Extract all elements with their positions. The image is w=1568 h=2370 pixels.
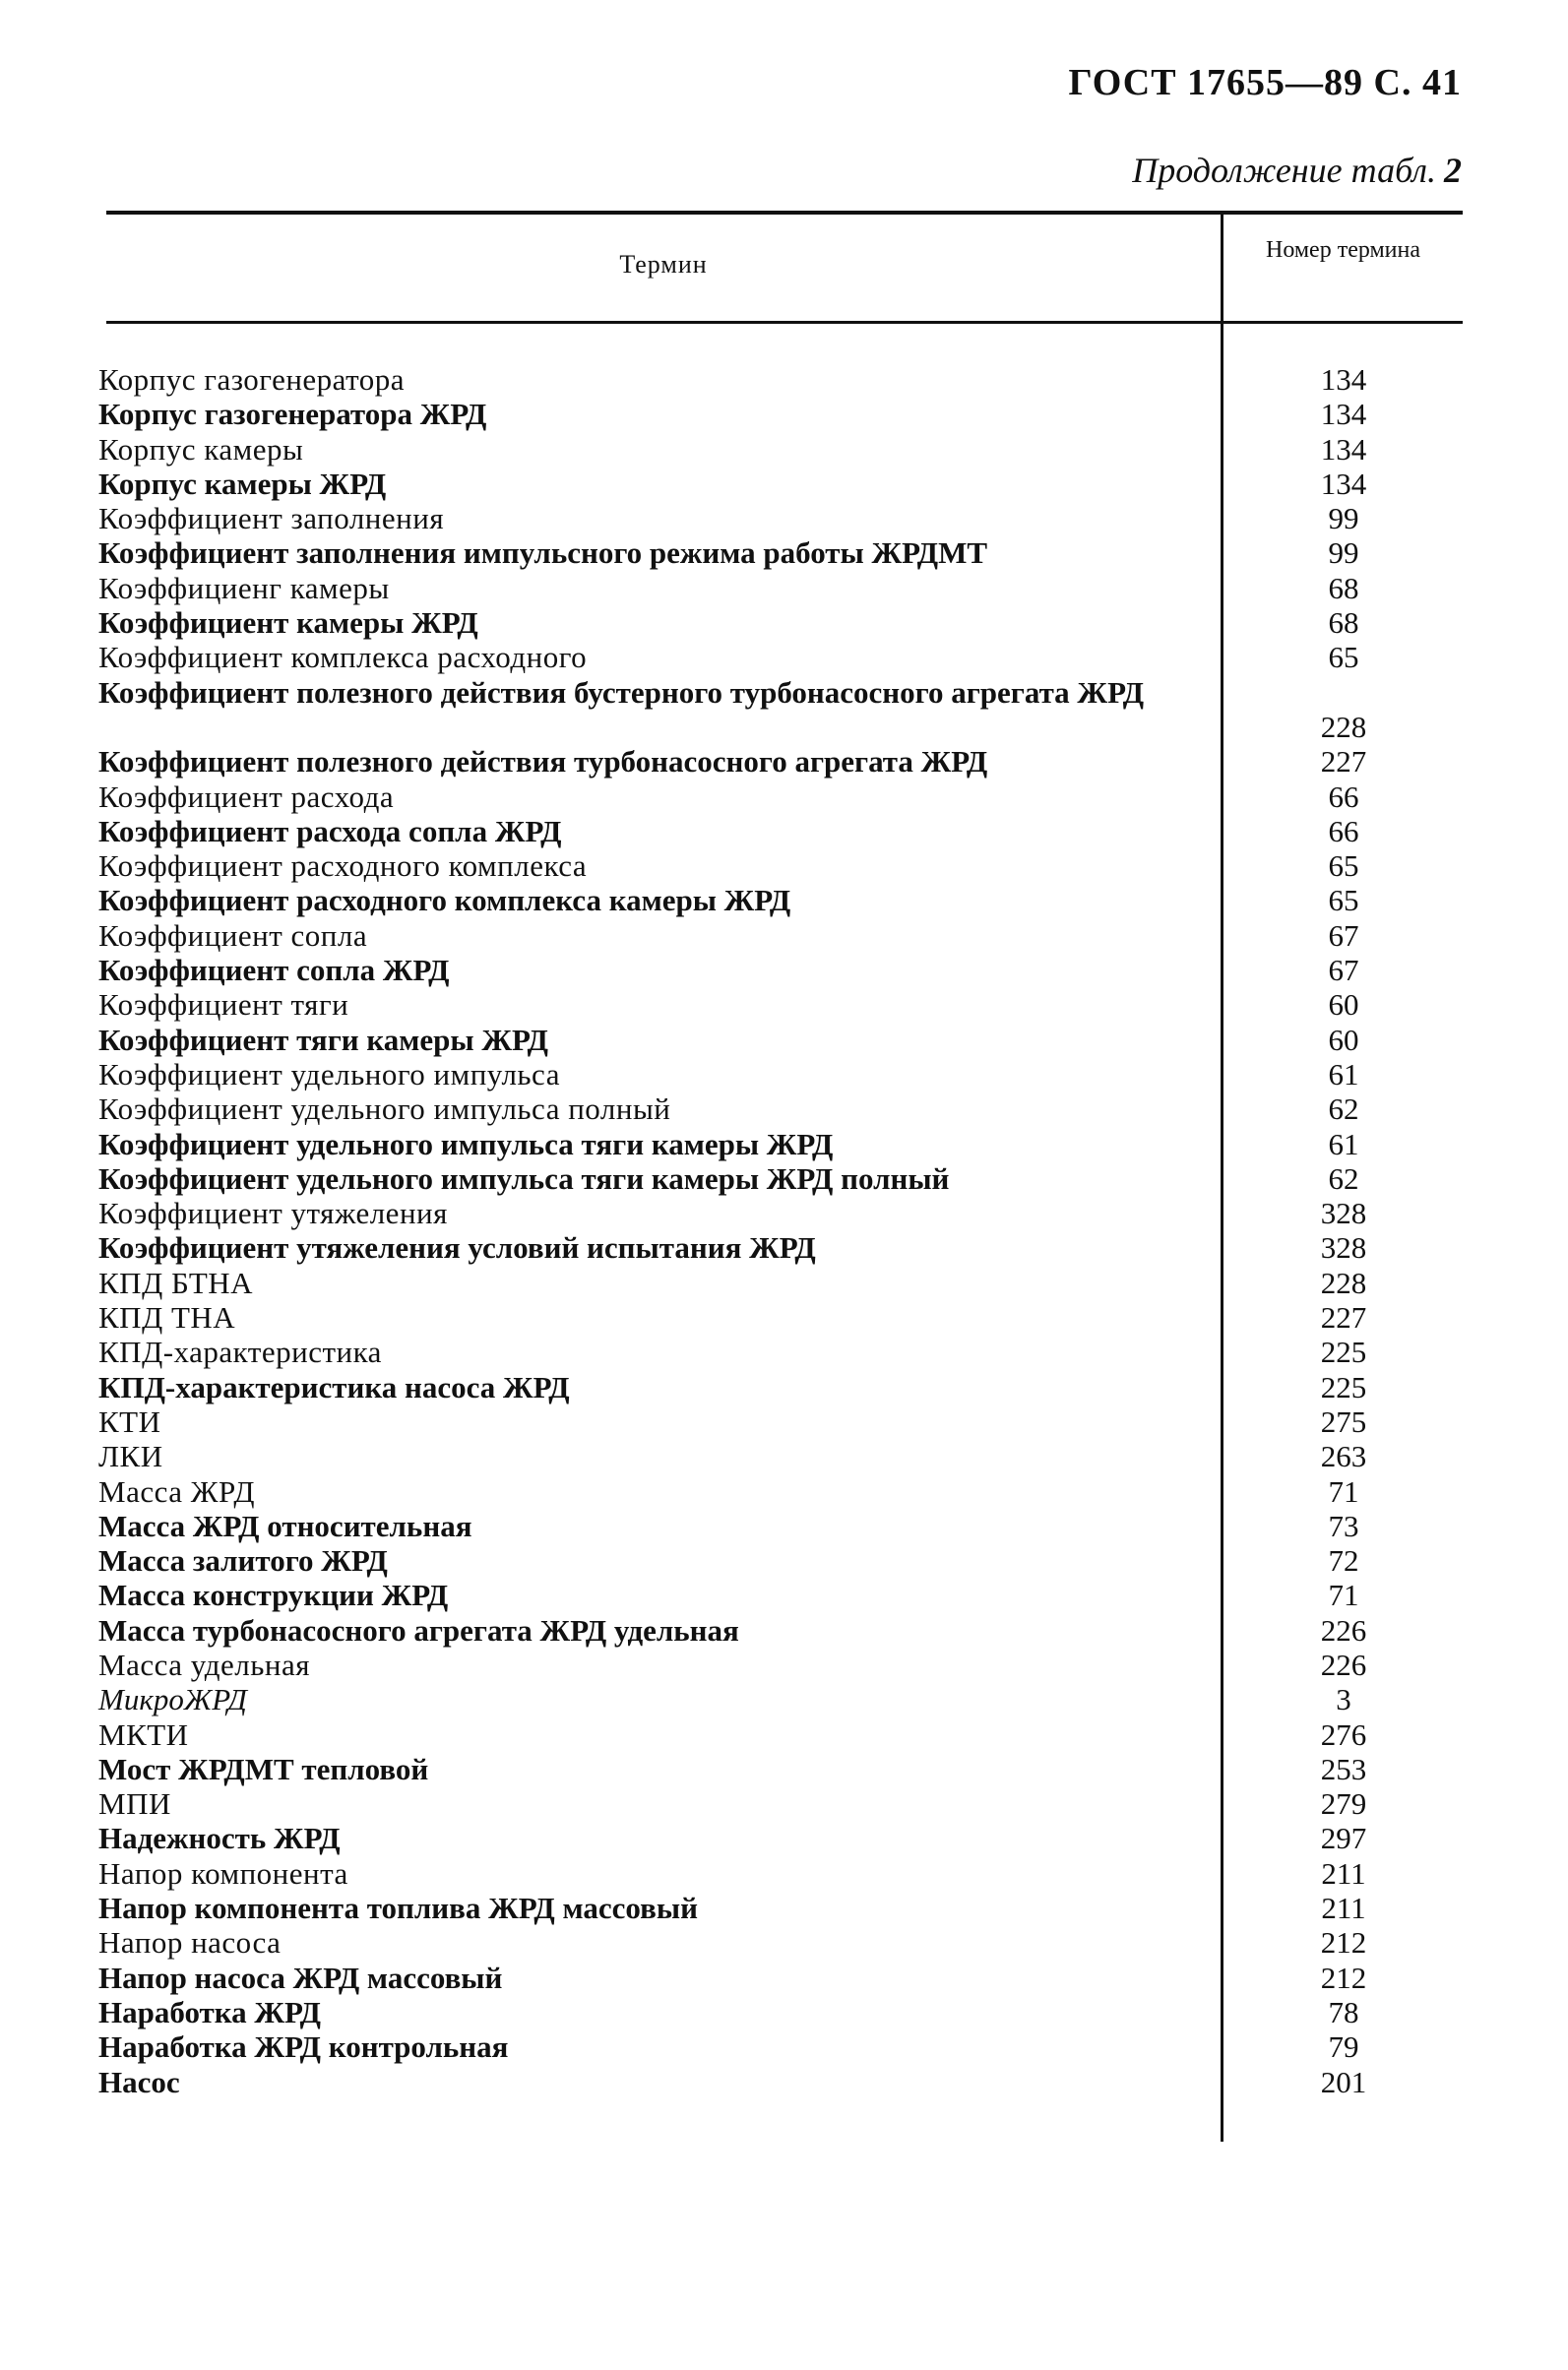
term-cell: Насос [98, 2064, 180, 2099]
table-row [0, 2029, 1568, 2064]
table-row [0, 1196, 1568, 1230]
term-cell: Коэффициент тяги [98, 987, 349, 1023]
term-number-cell: 62 [1328, 1091, 1359, 1127]
term-cell: Коэффициент расхода сопла ЖРД [98, 813, 562, 848]
table-row [0, 535, 1568, 570]
term-number-cell: 263 [1320, 1439, 1367, 1474]
term-number-cell: 275 [1320, 1403, 1367, 1439]
table-row [0, 1856, 1568, 1891]
term-cell: КПД-характеристика [98, 1335, 382, 1370]
term-number-cell: 225 [1320, 1369, 1367, 1404]
term-cell: Напор насоса [98, 1925, 282, 1961]
term-number-cell: 68 [1328, 605, 1359, 641]
term-number-cell: 212 [1320, 1925, 1367, 1961]
table-row [0, 640, 1568, 674]
table-row [0, 1543, 1568, 1578]
term-number-cell: 99 [1328, 501, 1359, 536]
column-header-number: Номер термина [1265, 237, 1421, 263]
term-cell: Корпус газогенератора ЖРД [98, 397, 487, 432]
term-number-cell: 297 [1320, 1821, 1367, 1856]
table-row [0, 918, 1568, 953]
term-index-table [0, 362, 1568, 2099]
table-row [0, 501, 1568, 535]
table-row [0, 1300, 1568, 1335]
term-number-cell: 279 [1320, 1786, 1367, 1822]
term-cell: Коэффициент камеры ЖРД [98, 605, 478, 641]
term-cell: Коэффициент утяжеления условий испытания ЖРД [98, 1230, 816, 1266]
term-number-cell: 253 [1320, 1751, 1367, 1786]
term-cell: ЛКИ [98, 1439, 163, 1474]
term-number-cell: 225 [1320, 1335, 1367, 1370]
continuation-text: Продолжение табл. [1132, 151, 1436, 190]
table-row [0, 467, 1568, 501]
term-number-cell: 78 [1328, 1994, 1359, 2029]
term-cell: Коэффициент полезного действия турбонасосного агрегата ЖРД [98, 744, 988, 780]
term-number-cell: 201 [1320, 2064, 1367, 2099]
term-number-cell: 71 [1328, 1473, 1359, 1509]
term-number-cell: 134 [1320, 362, 1367, 397]
term-cell: Масса конструкции ЖРД [98, 1578, 449, 1613]
term-cell: Надежность ЖРД [98, 1821, 341, 1856]
term-cell: Масса ЖРД [98, 1473, 256, 1509]
term-cell: Коэффициент сопла ЖРД [98, 953, 450, 988]
term-number-cell: 211 [1321, 1891, 1366, 1926]
term-cell: Коэффициент заполнения импульсного режима работы ЖРДМТ [98, 535, 988, 571]
term-cell: Коэффициент расходного комплекса [98, 848, 588, 884]
table-row [0, 1578, 1568, 1612]
table-row [0, 1925, 1568, 1960]
term-number-cell: 62 [1328, 1160, 1359, 1196]
term-cell: Коэффициент заполнения [98, 501, 445, 536]
term-cell: Коэффициент удельного импульса тяги камеры ЖРД полный [98, 1160, 950, 1196]
term-cell: Коэффициент полезного действия бустерного турбонасосного агрегата ЖРД [98, 674, 1145, 710]
table-row [0, 1230, 1568, 1265]
table-row [0, 1995, 1568, 2029]
table-row [0, 953, 1568, 987]
table-row [0, 883, 1568, 917]
term-number-cell: 228 [1320, 709, 1367, 744]
term-number-cell: 227 [1320, 744, 1367, 780]
term-number-cell: 65 [1328, 640, 1359, 675]
term-cell: Напор компонента [98, 1855, 348, 1891]
term-cell: Коэффициент тяги камеры ЖРД [98, 1022, 548, 1057]
term-cell: Коэффициент удельного импульса полный [98, 1091, 671, 1127]
term-cell: Мост ЖРДМТ тепловой [98, 1751, 429, 1786]
term-number-cell: 226 [1320, 1647, 1367, 1682]
table-row [0, 1370, 1568, 1404]
table-row [0, 1648, 1568, 1682]
table-row [0, 744, 1568, 779]
term-number-cell: 67 [1328, 953, 1359, 988]
table-row [0, 987, 1568, 1022]
term-number-cell: 65 [1328, 883, 1359, 918]
term-number-cell: 61 [1328, 1126, 1359, 1161]
term-cell: МКТИ [98, 1716, 189, 1752]
table-row [0, 1821, 1568, 1855]
table-row [0, 1057, 1568, 1091]
term-number-cell: 328 [1320, 1230, 1367, 1266]
term-cell: Коэффициент комплекса расходного [98, 640, 588, 675]
table-row [0, 1161, 1568, 1196]
table-row [0, 1961, 1568, 1995]
term-cell: КПД БТНА [98, 1265, 254, 1300]
term-cell: Коэффициенг камеры [98, 570, 390, 605]
term-cell: Наработка ЖРД [98, 1994, 322, 2029]
term-number-cell: 134 [1320, 397, 1367, 432]
table-row [0, 1404, 1568, 1439]
term-number-cell: 134 [1320, 466, 1367, 501]
term-cell: КПД ТНА [98, 1300, 236, 1336]
term-cell: КПД-характеристика насоса ЖРД [98, 1369, 570, 1404]
term-cell: Коэффициент утяжеления [98, 1196, 448, 1231]
table-row [0, 397, 1568, 431]
term-number-cell: 276 [1320, 1716, 1367, 1752]
term-cell: Коэффициент расхода [98, 779, 395, 814]
term-cell: Масса залитого ЖРД [98, 1543, 388, 1579]
term-number-cell: 227 [1320, 1300, 1367, 1336]
term-cell: Корпус газогенератора [98, 362, 406, 397]
term-cell: Масса турбонасосного агрегата ЖРД удельная [98, 1612, 739, 1648]
term-cell: КТИ [98, 1403, 161, 1439]
table-row [0, 1474, 1568, 1509]
table-top-rule [106, 211, 1463, 215]
column-header-term: Термин [619, 250, 708, 279]
table-row [0, 1682, 1568, 1716]
term-number-cell: 228 [1320, 1265, 1367, 1300]
term-cell: Масса удельная [98, 1647, 311, 1682]
table-row [0, 1613, 1568, 1648]
term-number-cell: 72 [1328, 1543, 1359, 1579]
term-number-cell: 65 [1328, 848, 1359, 884]
table-row [0, 1786, 1568, 1821]
term-number-cell: 226 [1320, 1612, 1367, 1648]
table-row [0, 1891, 1568, 1925]
table-row [0, 1266, 1568, 1300]
term-cell: Напор насоса ЖРД массовый [98, 1960, 503, 1995]
term-number-cell: 99 [1328, 535, 1359, 571]
table-row [0, 571, 1568, 605]
table-row [0, 1752, 1568, 1786]
term-number-cell: 73 [1328, 1508, 1359, 1543]
table-row [0, 1509, 1568, 1543]
term-cell: Напор компонента топлива ЖРД массовый [98, 1891, 698, 1926]
continuation-table-number: 2 [1444, 151, 1462, 190]
term-cell: Корпус камеры [98, 431, 304, 467]
table-row [0, 1717, 1568, 1752]
term-number-cell: 60 [1328, 987, 1359, 1023]
term-cell: Корпус камеры ЖРД [98, 466, 387, 501]
table-continuation-label [1132, 150, 1462, 191]
table-row [0, 432, 1568, 467]
term-cell: Масса ЖРД относительная [98, 1508, 472, 1543]
term-cell: МикроЖРД [98, 1682, 247, 1717]
table-row [0, 1023, 1568, 1057]
table-row [0, 362, 1568, 397]
table-row [0, 1439, 1568, 1473]
term-number-cell: 66 [1328, 813, 1359, 848]
table-row [0, 675, 1568, 745]
table-row [0, 1127, 1568, 1161]
table-row [0, 780, 1568, 814]
term-cell: Наработка ЖРД контрольная [98, 2029, 509, 2065]
term-cell: Коэффициент удельного импульса тяги камеры ЖРД [98, 1126, 834, 1161]
term-cell: Коэффициент удельного импульса [98, 1056, 560, 1091]
term-number-cell: 68 [1328, 570, 1359, 605]
table-header-rule [106, 321, 1463, 324]
table-row [0, 1091, 1568, 1126]
term-number-cell: 134 [1320, 431, 1367, 467]
term-number-cell: 67 [1328, 917, 1359, 953]
table-row [0, 1335, 1568, 1369]
table-row [0, 814, 1568, 848]
page-header: ГОСТ 17655—89 С. 41 [1068, 62, 1462, 103]
term-number-cell: 61 [1328, 1056, 1359, 1091]
term-number-cell: 211 [1321, 1855, 1366, 1891]
term-number-cell: 71 [1328, 1578, 1359, 1613]
table-row [0, 2065, 1568, 2099]
term-cell: МПИ [98, 1786, 171, 1822]
term-number-cell: 3 [1336, 1682, 1351, 1717]
table-row [0, 848, 1568, 883]
table-row [0, 605, 1568, 640]
term-cell: Коэффициент расходного комплекса камеры ЖРД [98, 883, 791, 918]
term-number-cell: 79 [1328, 2029, 1359, 2065]
term-cell: Коэффициент сопла [98, 917, 368, 953]
term-number-cell: 328 [1320, 1196, 1367, 1231]
term-number-cell: 66 [1328, 779, 1359, 814]
term-number-cell: 212 [1320, 1960, 1367, 1995]
term-number-cell: 60 [1328, 1022, 1359, 1057]
